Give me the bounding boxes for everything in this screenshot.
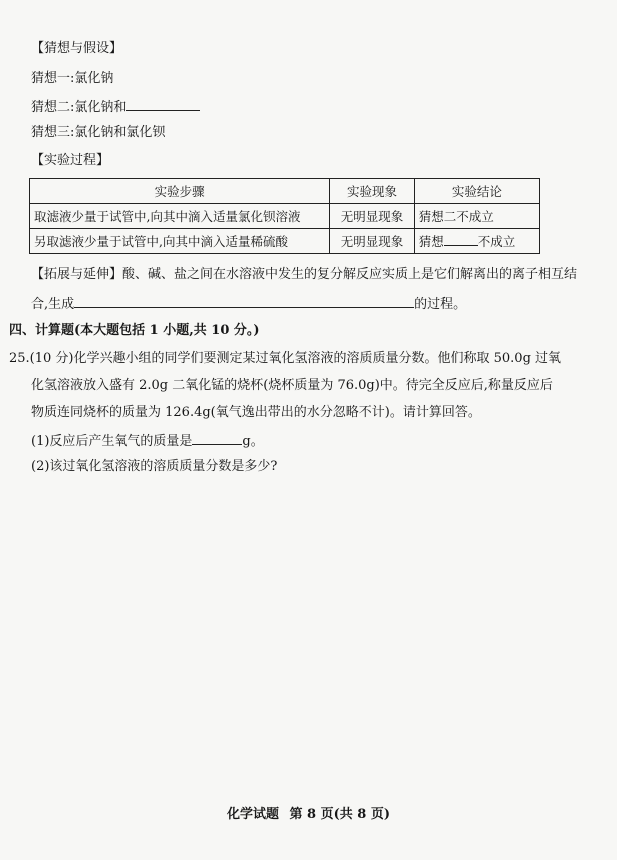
guess-2-blank <box>126 97 200 111</box>
page-footer <box>0 803 617 822</box>
extension-text-2-prefix: 合,生成 <box>31 297 75 312</box>
header-conclusion: 实验结论 <box>414 179 539 204</box>
footer-subject: 化学试题 <box>226 807 279 822</box>
q25-line-3: 物质连同烧杯的质量为 126.4g(氧气逸出带出的水分忽略不计)。请计算回答。 <box>31 405 481 420</box>
row2-conclusion-blank <box>444 232 478 246</box>
extension-line-1 <box>31 266 577 284</box>
experiment-table <box>29 178 540 254</box>
guess-2 <box>31 97 200 117</box>
row1-phenomenon: 无明显现象 <box>330 204 415 229</box>
extension-line-2 <box>31 294 466 314</box>
q25-sub-1-prefix: (1)反应后产生氧气的质量是 <box>31 434 193 449</box>
q25-sub-1-suffix: g。 <box>242 434 264 449</box>
extension-heading: 【拓展与延伸】 <box>31 267 123 282</box>
q25-sub-2: (2)该过氧化氢溶液的溶质质量分数是多少? <box>31 459 278 474</box>
table-header-row <box>30 179 540 204</box>
header-phenomenon: 实验现象 <box>330 179 415 204</box>
row2-conclusion-prefix: 猜想 <box>418 234 444 249</box>
q25-line-2: 化氢溶液放入盛有 2.0g 二氧化锰的烧杯(烧杯质量为 76.0g)中。待完全反应后,称量反应后 <box>31 378 553 393</box>
row1-conclusion: 猜想二不成立 <box>414 204 539 229</box>
guess-3: 猜想三:氯化钠和氯化钡 <box>31 125 166 140</box>
hypothesis-heading: 【猜想与假设】 <box>31 41 123 56</box>
row2-phenomenon: 无明显现象 <box>330 229 415 254</box>
extension-blank <box>74 294 414 308</box>
guess-1: 猜想一:氯化钠 <box>31 71 114 86</box>
section-4-title: 四、计算题(本大题包括 1 小题,共 10 分。) <box>9 323 260 338</box>
q25-line-1: 25.(10 分)化学兴趣小组的同学们要测定某过氧化氢溶液的溶质质量分数。他们称取 50.0g 过氧 <box>9 351 562 366</box>
row2-conclusion <box>414 229 539 254</box>
row1-step: 取滤液少量于试管中,向其中滴入适量氯化钡溶液 <box>30 204 330 229</box>
guess-2-text: 猜想二:氯化钠和 <box>31 100 127 115</box>
q25-sub-1 <box>31 431 264 451</box>
table-row <box>30 229 540 254</box>
extension-text-1: 酸、碱、盐之间在水溶液中发生的复分解反应实质上是它们解离出的离子相互结 <box>122 267 578 282</box>
process-heading: 【实验过程】 <box>31 153 110 168</box>
extension-text-2-suffix: 的过程。 <box>414 297 467 312</box>
table-row <box>30 204 540 229</box>
q25-sub-1-blank <box>192 431 242 445</box>
header-step: 实验步骤 <box>30 179 330 204</box>
footer-page-number: 第 8 页(共 8 页) <box>289 807 391 822</box>
row2-step: 另取滤液少量于试管中,向其中滴入适量稀硫酸 <box>30 229 330 254</box>
row2-conclusion-suffix: 不成立 <box>477 234 516 249</box>
